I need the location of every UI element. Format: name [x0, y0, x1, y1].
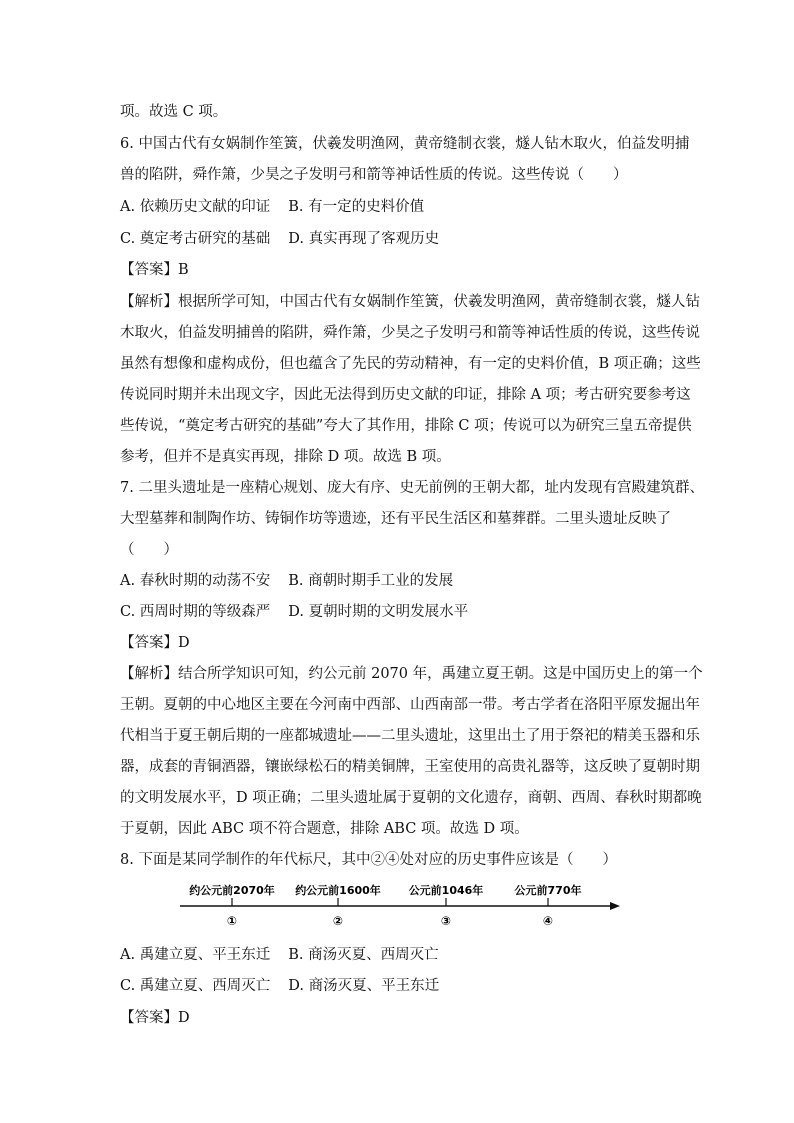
analysis-line: 器，成套的青铜酒器，镶嵌绿松石的精美铜牌，王室使用的高贵礼器等，这反映了夏朝时期	[120, 759, 700, 775]
timeline-label: 公元前1046年	[408, 884, 484, 897]
analysis-line: 木取火，伯益发明捕兽的陷阱，舜作箫，少昊之子发明弓和箭等神话性质的传说，这些传说	[120, 325, 700, 341]
option-b: B. 有一定的史料价值	[288, 199, 425, 215]
option-c: C. 禹建立夏、西周灭亡	[120, 978, 271, 994]
analysis-line: 些传说，“奠定考古研究的基础”夸大了其作用，排除 C 项；传说可以为研究三皇五帝提供	[120, 418, 692, 434]
question-6-stem: 6. 中国古代有女娲制作笙簧，伏羲发明渔网，黄帝缝制衣裳，燧人钻木取火，伯益发明捕	[120, 136, 690, 152]
question-8-answer: 【答案】D	[120, 1010, 190, 1026]
question-7-analysis: 【解析】结合所学知识可知，约公元前 2070 年，禹建立夏王朝。这是中国历史上的第一个	[120, 666, 703, 682]
analysis-line: 传说同时期并未出现文字，因此无法得到历史文献的印证，排除 A 项；考古研究要参考这	[120, 387, 691, 403]
timeline-marker: ③	[440, 914, 452, 928]
question-8-options-row-1	[120, 945, 439, 965]
analysis-line: 的文明发展水平，D 项正确；二里头遗址属于夏朝的文化遗存，商朝、西周、春秋时期都晚	[120, 790, 702, 806]
timeline-label: 公元前770年	[514, 884, 582, 897]
option-a: A. 依赖历史文献的印证	[120, 199, 271, 215]
timeline-label: 约公元前1600年	[295, 884, 381, 897]
question-6-stem-cont: 兽的陷阱，舜作箫，少昊之子发明弓和箭等神话性质的传说。这些传说（ ）	[120, 167, 628, 183]
question-7-stem: 7. 二里头遗址是一座精心规划、庞大有序、史无前例的王朝大都，址内发现有宫殿建筑群、	[120, 480, 704, 496]
analysis-line: 参考，但并不是真实再现，排除 D 项。故选 B 项。	[120, 449, 451, 465]
question-8-stem: 8. 下面是某同学制作的年代标尺，其中②④处对应的历史事件应该是（ ）	[120, 852, 617, 868]
option-b: B. 商汤灭夏、西周灭亡	[288, 947, 439, 963]
timeline-label: 约公元前2070年	[189, 884, 275, 897]
timeline-arrow	[610, 902, 620, 910]
question-6-options-row-1	[120, 197, 424, 217]
timeline-marker: ④	[542, 914, 554, 928]
question-7-answer: 【答案】D	[120, 635, 190, 651]
analysis-line: 代相当于夏王朝后期的一座都城遗址——二里头遗址，这里出土了用于祭祀的精美玉器和乐	[120, 728, 700, 744]
timeline-marker: ②	[332, 914, 344, 928]
option-a: A. 春秋时期的动荡不安	[120, 573, 271, 589]
option-c: C. 奠定考古研究的基础	[120, 231, 271, 247]
question-7-blank: （ ）	[120, 542, 178, 558]
analysis-line: 王朝。夏朝的中心地区主要在今河南中西部、山西南部一带。考古学者在洛阳平原发掘出年	[120, 697, 700, 713]
question-8-options-row-2	[120, 976, 439, 996]
option-d: D. 夏朝时期的文明发展水平	[288, 604, 469, 620]
timeline-marker: ①	[226, 914, 238, 928]
option-d: D. 商汤灭夏、平王东迁	[288, 978, 440, 994]
analysis-line: 于夏朝，因此 ABC 项不符合题意，排除 ABC 项。故选 D 项。	[120, 821, 529, 837]
question-7-stem-cont: 大型墓葬和制陶作坊、铸铜作坊等遗迹，还有平民生活区和墓葬群。二里头遗址反映了	[120, 511, 671, 527]
text-line: 项。故选 C 项。	[120, 104, 228, 120]
question-6-answer: 【答案】B	[120, 262, 189, 278]
timeline-ruler	[180, 880, 620, 930]
question-7-options-row-2	[120, 602, 468, 622]
option-d: D. 真实再现了客观历史	[288, 231, 440, 247]
question-7-options-row-1	[120, 571, 453, 591]
option-c: C. 西周时期的等级森严	[120, 604, 271, 620]
question-6-options-row-2	[120, 229, 439, 249]
analysis-line: 虽然有想像和虚构成份，但也蕴含了先民的劳动精神，有一定的史料价值，B 项正确；这些	[120, 356, 701, 372]
option-b: B. 商朝时期手工业的发展	[288, 573, 454, 589]
option-a: A. 禹建立夏、平王东迁	[120, 947, 271, 963]
question-6-analysis: 【解析】根据所学可知，中国古代有女娲制作笙簧，伏羲发明渔网，黄帝缝制衣裳，燧人钻	[120, 294, 700, 310]
